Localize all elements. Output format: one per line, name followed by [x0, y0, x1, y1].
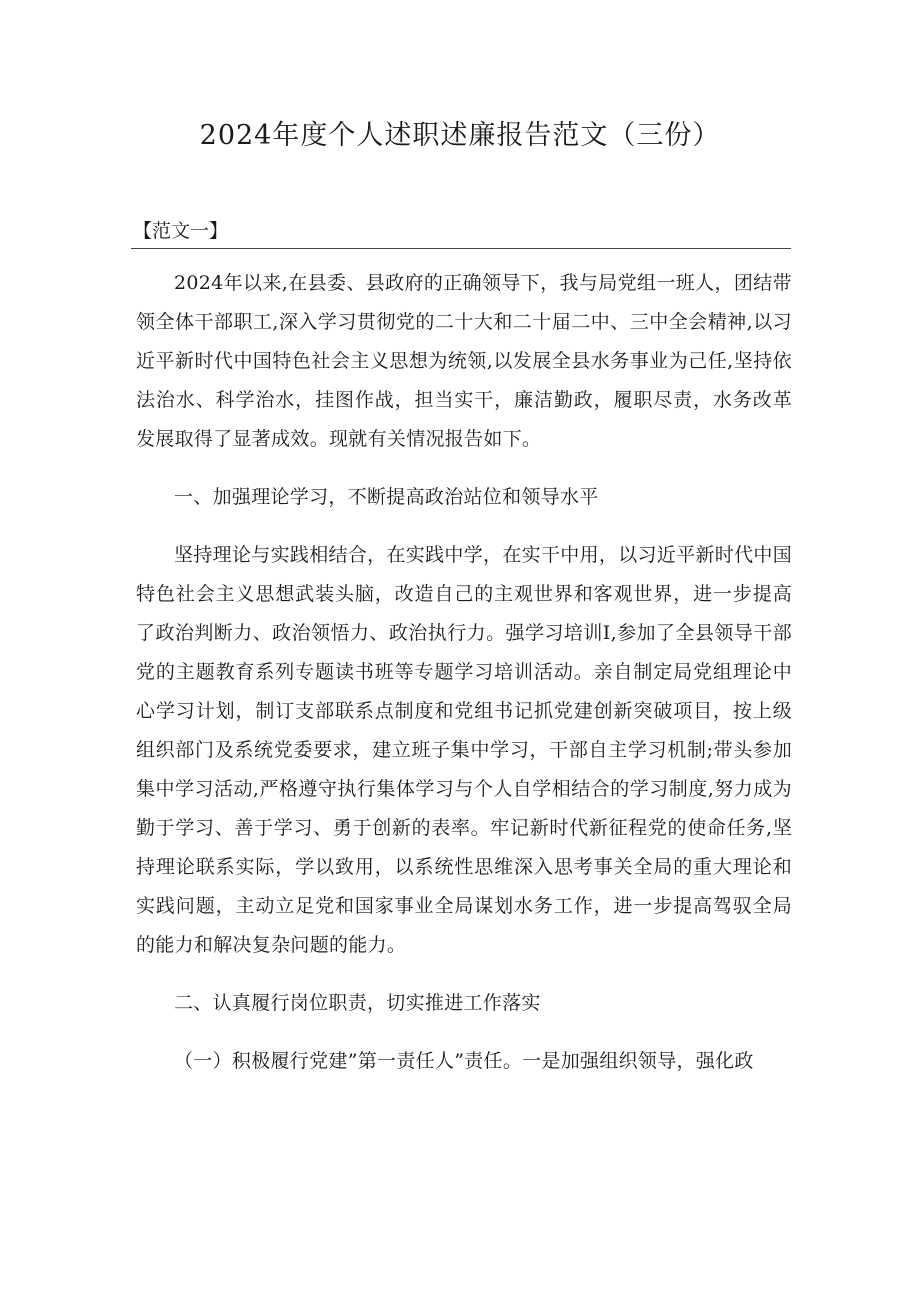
section-label: 【范文一】 — [133, 220, 229, 242]
paragraph-intro: 2024年以来,在县委、县政府的正确领导下，我与局党组一班人，团结带领全体干部职工,深入学习贯彻党的二十大和二十届二中、三中全会精神,以习近平新时代中国特色社会主义思想为统领,以发展全县水务事业为己任,坚持依法治水、科学治水，挂图作战，担当实干，廉洁勤政，履职尽责，水务改革发展取得了显著成效。现就有关情况报告如下。 — [136, 272, 792, 450]
section-heading-1: 一、加强理论学习，不断提高政治站位和领导水平 — [174, 486, 599, 508]
paragraph-party-building: （一）积极履行党建”第一责任人”责任。一是加强组织领导，强化政 — [174, 1050, 754, 1072]
paragraph-theory-study: 坚持理论与实践相结合，在实践中学，在实干中用，以习近平新时代中国特色社会主义思想武装头脑，改造自己的主观世界和客观世界，进一步提高了政治判断力、政治领悟力、政治执行力。强学习培训I,参加了全县领导干部党的主题教育系列专题读书班等专题学习培训活动。亲自制定局党组理论中心学习计划，制订支部联系点制度和党组书记抓党建创新突破项目，按上级组织部门及系统党委要求，建立班子集中学习，干部自主学习机制;带头参加集中学习活动,严格遵守执行集体学习与个人自学相结合的学习制度,努力成为勤于学习、善于学习、勇于创新的表率。牢记新时代新征程党的使命任务,坚持理论联系实际，学以致用，以系统性思维深入思考事关全局的重大理论和实践问题，主动立足党和国家事业全局谋划水务工作，进一步提高驾驭全局的能力和解决复杂问题的能力。 — [136, 544, 792, 956]
document-title: 2024年度个人述职述廉报告范文（三份） — [199, 120, 721, 151]
section-divider — [131, 248, 791, 249]
section-heading-2: 二、认真履行岗位职责，切实推进工作落实 — [174, 992, 541, 1014]
document-body — [136, 264, 792, 1100]
